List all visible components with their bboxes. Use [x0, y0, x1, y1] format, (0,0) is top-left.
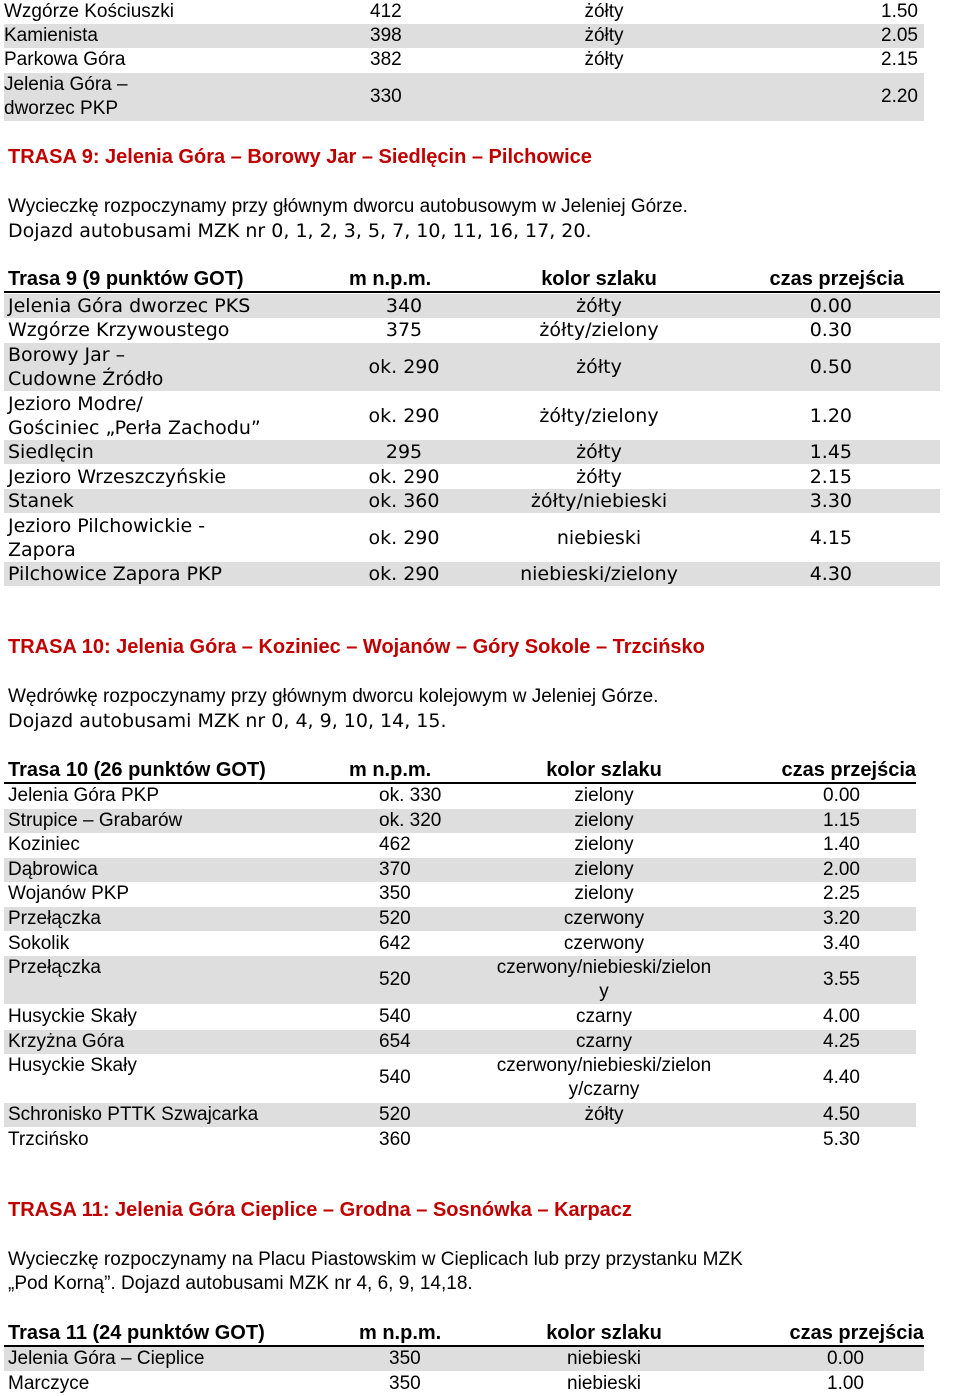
altitude: 520	[379, 1104, 411, 1126]
altitude: 520	[379, 908, 411, 929]
route-9-start-text: Wycieczkę rozpoczynamy przy głównym dworcu autobusowym w Jeleniej Górze.	[8, 196, 688, 217]
trail-color-line: y/czarny	[568, 1079, 640, 1101]
altitude: 340	[385, 295, 423, 317]
walk-time: 4.40	[823, 1067, 860, 1089]
walk-time: 2.00	[823, 858, 860, 880]
table-row	[4, 1054, 916, 1102]
header-color: kolor szlaku	[541, 268, 657, 290]
trail-color-line: y	[599, 981, 609, 1003]
header-time: czas przejścia	[789, 1322, 924, 1344]
table-row	[4, 73, 924, 121]
trail-color: żółty	[576, 356, 622, 378]
place-name	[4, 343, 349, 391]
header-color: kolor szlaku	[546, 759, 662, 781]
place-name: Koziniec	[8, 834, 80, 856]
altitude: ok. 290	[368, 405, 440, 427]
place-name: Jezioro Wrzeszczyńskie	[8, 466, 227, 488]
place-name-line: Cudowne Źródło	[8, 368, 164, 390]
altitude: 370	[379, 858, 411, 880]
altitude: 360	[379, 1129, 411, 1150]
trail-color: niebieski/zielony	[520, 563, 678, 585]
route-10-bus-text: Dojazd autobusami MZK nr 0, 4, 9, 10, 14, 15.	[8, 710, 447, 732]
walk-time: 4.15	[809, 527, 852, 549]
walk-time: 0.50	[809, 356, 852, 378]
altitude: 350	[379, 883, 411, 905]
place-name	[4, 73, 344, 121]
altitude: 375	[385, 319, 423, 341]
table-row	[4, 882, 916, 906]
table-row	[4, 956, 916, 1004]
trail-color-line: czerwony/niebieski/zielon	[496, 957, 712, 979]
table-row	[4, 0, 924, 24]
table-row	[4, 318, 940, 342]
place-name: Husyckie Skały	[8, 1055, 137, 1077]
header-altitude: m n.p.m.	[349, 268, 432, 290]
route-11-start-text: Wycieczkę rozpoczynamy na Placu Piastowskim w Cieplicach lub przy przystanku MZK	[8, 1249, 743, 1270]
altitude: 520	[379, 969, 411, 991]
table-row	[4, 1372, 924, 1396]
trail-color: niebieski	[556, 527, 642, 549]
walk-time: 1.20	[809, 405, 852, 427]
trail-color: niebieski	[567, 1373, 641, 1394]
place-name-line: dworzec PKP	[4, 98, 119, 119]
table-row	[4, 489, 940, 513]
place-name: Kamienista	[4, 25, 98, 46]
altitude: 295	[385, 441, 423, 463]
trail-color: żółty	[584, 1, 624, 22]
place-name-line: Jezioro Modre/	[8, 393, 143, 415]
walk-time: 5.30	[823, 1129, 860, 1150]
place-name-line: Jelenia Góra –	[4, 74, 128, 95]
place-name: Pilchowice Zapora PKP	[8, 563, 222, 585]
header-route: Trasa 9 (9 punktów GOT)	[8, 268, 244, 290]
table-row	[4, 440, 940, 464]
trail-color: żółty	[584, 25, 624, 46]
place-name: Sokolik	[8, 932, 70, 954]
header-color: kolor szlaku	[546, 1322, 662, 1344]
walk-time: 4.30	[809, 563, 852, 585]
trail-color	[479, 956, 729, 1004]
table-row	[4, 562, 940, 586]
trail-color-line: czerwony/niebieski/zielon	[496, 1055, 712, 1077]
walk-time: 1.15	[823, 809, 860, 831]
place-name: Jelenia Góra dworzec PKS	[8, 295, 251, 317]
walk-time: 4.25	[823, 1030, 860, 1052]
place-name: Przełączka	[8, 957, 101, 979]
place-name: Strupice – Grabarów	[8, 809, 183, 831]
altitude: 654	[379, 1030, 411, 1052]
place-name: Parkowa Góra	[4, 49, 126, 70]
altitude: 350	[389, 1373, 421, 1394]
table-row	[4, 1005, 916, 1029]
trail-color: żółty/zielony	[539, 405, 659, 427]
route-10-title: TRASA 10: Jelenia Góra – Koziniec – Wojanów – Góry Sokole – Trzcińsko	[8, 636, 705, 658]
trail-color: czarny	[576, 1030, 632, 1052]
place-name: Wzgórze Kościuszki	[4, 1, 174, 22]
altitude: 382	[370, 49, 402, 70]
walk-time: 0.00	[827, 1348, 864, 1369]
trail-color: zielony	[574, 809, 634, 831]
table-row	[4, 833, 916, 857]
altitude: 540	[379, 1006, 411, 1028]
trail-color: żółty	[584, 49, 624, 70]
table-header	[4, 1321, 924, 1347]
place-name: Schronisko PTTK Szwajcarka	[8, 1104, 259, 1126]
route-9-title: TRASA 9: Jelenia Góra – Borowy Jar – Siedlęcin – Pilchowice	[8, 146, 592, 168]
walk-time: 2.15	[881, 49, 918, 70]
table-row	[4, 1103, 916, 1127]
walk-time: 4.00	[823, 1006, 860, 1028]
table-row	[4, 784, 916, 808]
trail-color: zielony	[574, 858, 634, 880]
place-name-line: Zapora	[8, 539, 76, 561]
walk-time: 3.40	[823, 932, 860, 954]
altitude: ok. 290	[368, 356, 440, 378]
walk-time: 2.20	[881, 86, 918, 107]
place-name: Jelenia Góra PKP	[8, 785, 160, 806]
table-header	[4, 267, 940, 293]
place-name: Jelenia Góra – Cieplice	[8, 1348, 205, 1369]
place-name: Dąbrowica	[8, 858, 98, 880]
table-row	[4, 1128, 916, 1152]
route-11-bus-text: „Pod Korną”. Dojazd autobusami MZK nr 4, 6, 9, 14,18.	[8, 1273, 473, 1294]
header-time: czas przejścia	[781, 759, 916, 781]
route-9-bus-text: Dojazd autobusami MZK nr 0, 1, 2, 3, 5, 7, 10, 11, 16, 17, 20.	[8, 220, 592, 242]
trail-color	[479, 1054, 729, 1102]
walk-time: 2.15	[809, 466, 852, 488]
place-name: Wojanów PKP	[8, 883, 130, 905]
walk-time: 4.50	[823, 1104, 860, 1126]
altitude: 350	[389, 1348, 421, 1369]
altitude: ok. 290	[368, 563, 440, 585]
place-name: Stanek	[8, 490, 74, 512]
altitude: 330	[370, 86, 402, 107]
trail-color: zielony	[574, 785, 634, 806]
walk-time: 1.50	[881, 1, 918, 22]
altitude: 412	[370, 1, 402, 22]
trail-color: niebieski	[567, 1348, 641, 1369]
header-time: czas przejścia	[769, 268, 904, 290]
place-name: Krzyżna Góra	[8, 1030, 125, 1052]
trail-color: żółty	[584, 1104, 624, 1126]
trail-color: żółty/zielony	[539, 319, 659, 341]
place-name: Przełączka	[8, 908, 101, 929]
table-row	[4, 392, 940, 440]
trail-color: żółty/niebieski	[530, 490, 668, 512]
place-name	[4, 392, 349, 440]
altitude: ok. 330	[379, 785, 442, 806]
table-row	[4, 24, 924, 48]
walk-time: 1.00	[827, 1373, 864, 1394]
place-name: Wzgórze Krzywoustego	[8, 319, 230, 341]
place-name: Siedlęcin	[8, 441, 94, 463]
walk-time: 3.30	[809, 490, 852, 512]
table-row	[4, 858, 916, 882]
walk-time: 0.00	[823, 785, 860, 806]
walk-time: 3.55	[823, 969, 860, 991]
table-header	[4, 758, 916, 784]
walk-time: 2.05	[881, 25, 918, 46]
table-row	[4, 343, 940, 391]
place-name: Trzcińsko	[8, 1129, 89, 1150]
place-name-line: Gościniec „Perła Zachodu”	[8, 417, 261, 439]
trail-color: czerwony	[563, 932, 645, 954]
place-name-line: Jezioro Pilchowickie -	[8, 515, 206, 537]
header-route: Trasa 10 (26 punktów GOT)	[8, 759, 266, 781]
altitude: ok. 360	[368, 490, 440, 512]
header-altitude: m n.p.m.	[359, 1322, 442, 1344]
altitude: 540	[379, 1067, 411, 1089]
altitude: 462	[379, 834, 411, 856]
walk-time: 0.30	[809, 319, 852, 341]
walk-time: 2.25	[823, 883, 860, 905]
table-row	[4, 907, 916, 931]
place-name-line: Borowy Jar –	[8, 344, 126, 366]
walk-time: 1.40	[823, 834, 860, 856]
altitude: 398	[370, 25, 402, 46]
place-name	[4, 514, 349, 562]
trail-color: czarny	[576, 1006, 632, 1028]
route-11-title: TRASA 11: Jelenia Góra Cieplice – Grodna – Sosnówka – Karpacz	[8, 1199, 632, 1221]
walk-time: 3.20	[823, 908, 860, 929]
table-row	[4, 932, 916, 956]
table-row	[4, 48, 924, 72]
table-row	[4, 514, 940, 562]
altitude: ok. 320	[379, 809, 442, 831]
route-10-start-text: Wędrówkę rozpoczynamy przy głównym dworcu kolejowym w Jeleniej Górze.	[8, 686, 659, 707]
altitude: ok. 290	[368, 527, 440, 549]
place-name: Marczyce	[8, 1373, 90, 1394]
walk-time: 0.00	[809, 295, 852, 317]
table-row	[4, 809, 916, 833]
trail-color: czerwony	[563, 908, 645, 929]
trail-color: żółty	[576, 466, 622, 488]
place-name: Husyckie Skały	[8, 1006, 137, 1028]
table-row	[4, 294, 940, 318]
table-row	[4, 1030, 916, 1054]
table-row	[4, 1347, 924, 1371]
walk-time: 1.45	[809, 441, 852, 463]
trail-color: zielony	[574, 834, 634, 856]
table-row	[4, 465, 940, 489]
altitude: 642	[379, 932, 411, 954]
header-route: Trasa 11 (24 punktów GOT)	[8, 1322, 265, 1344]
altitude: ok. 290	[368, 466, 440, 488]
trail-color: żółty	[576, 441, 622, 463]
trail-color: zielony	[574, 883, 634, 905]
header-altitude: m n.p.m.	[349, 759, 432, 781]
trail-color: żółty	[576, 295, 622, 317]
